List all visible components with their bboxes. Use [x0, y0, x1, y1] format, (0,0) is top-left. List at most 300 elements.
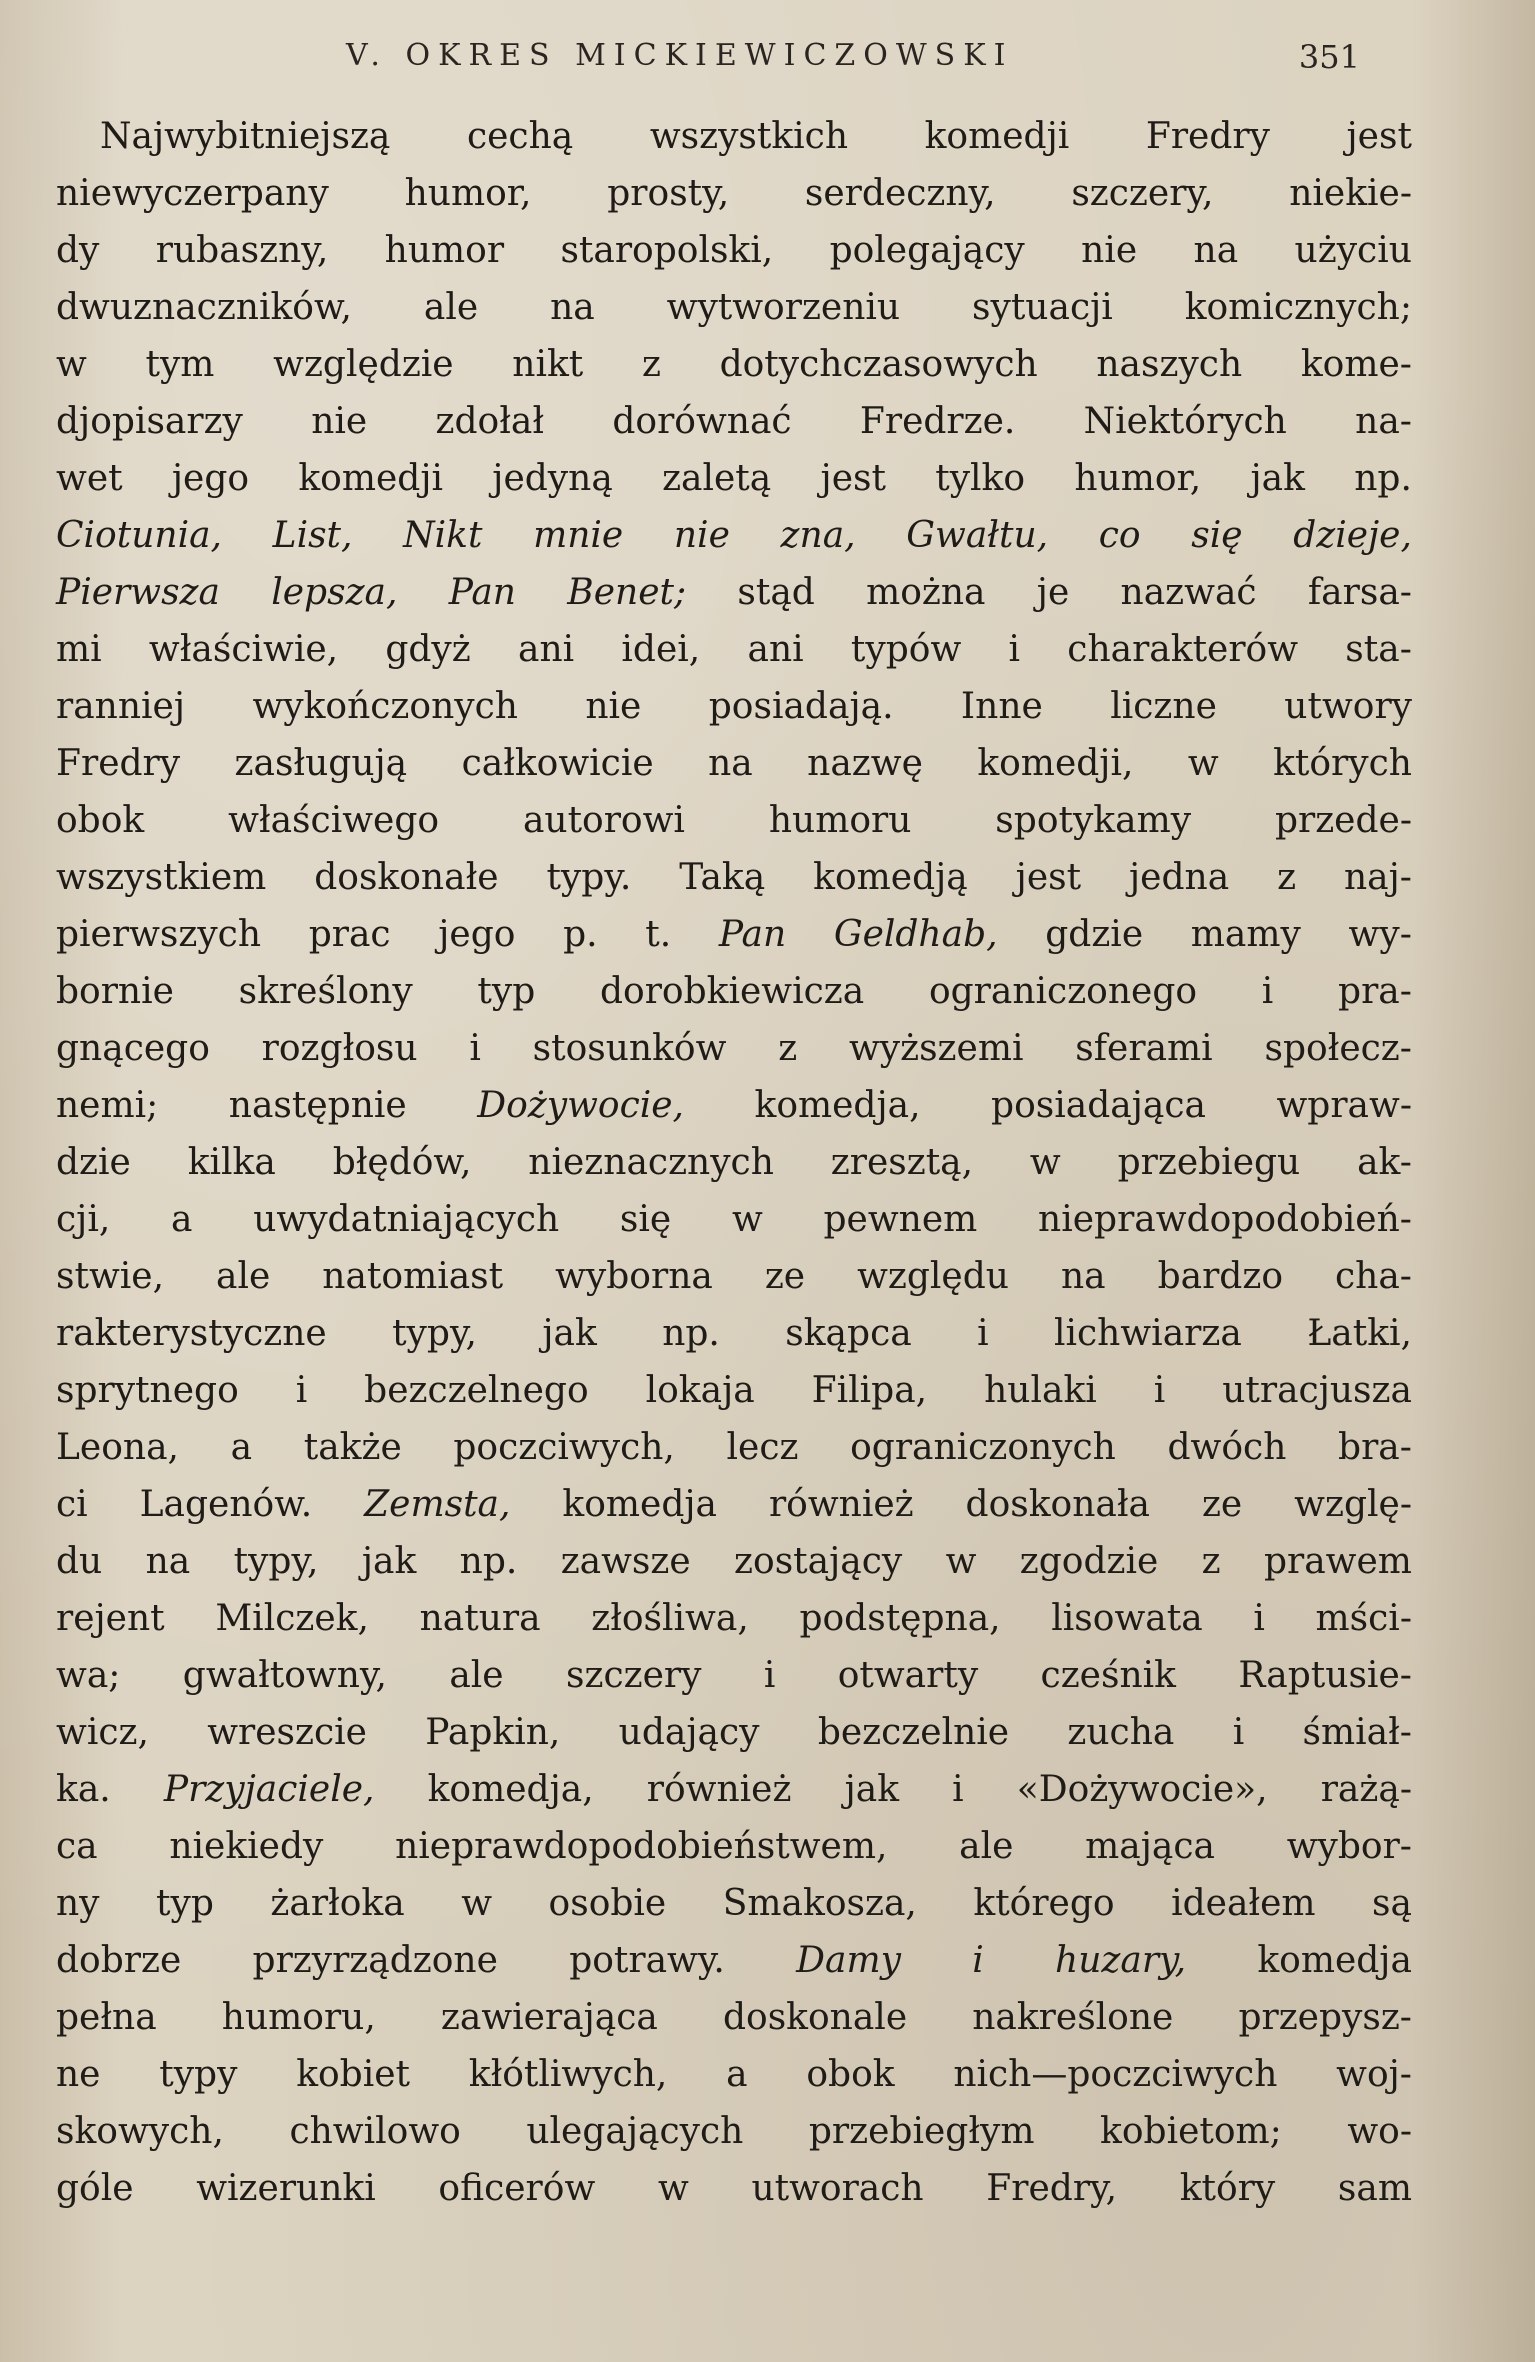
- word: komedji: [298, 458, 443, 499]
- word: sprytnego: [56, 1370, 239, 1411]
- word: mamy: [1190, 914, 1301, 955]
- text-line: [56, 678, 1412, 735]
- word: w: [657, 2168, 689, 2209]
- word: przepysz-: [1238, 1997, 1412, 2038]
- word: ranniej: [56, 686, 186, 727]
- word: np.: [1354, 458, 1412, 499]
- text-line: [56, 1305, 1412, 1362]
- page-number: 351: [1298, 38, 1360, 76]
- body-text: [56, 108, 1412, 2217]
- word: ulegających: [526, 2111, 744, 2152]
- word: natura: [419, 1598, 541, 1639]
- word: jest: [1015, 857, 1082, 898]
- text-line: [56, 1590, 1412, 1647]
- word: na: [708, 743, 753, 784]
- word: a: [230, 1427, 253, 1468]
- italic-word: Damy: [796, 1940, 901, 1981]
- text-line: [56, 1989, 1412, 2046]
- italic-word: Ciotunia,: [56, 515, 222, 556]
- word: są: [1372, 1883, 1412, 1924]
- word: Leona,: [56, 1427, 179, 1468]
- word: śmiał-: [1302, 1712, 1412, 1753]
- text-line: [56, 450, 1412, 507]
- word: ograniczonego: [928, 971, 1198, 1012]
- word: wpraw-: [1276, 1085, 1412, 1126]
- word: względu: [857, 1256, 1009, 1297]
- word: na: [550, 287, 595, 328]
- word: np.: [662, 1313, 720, 1354]
- italic-word: Geldhab,: [833, 914, 998, 955]
- word: typy: [159, 2054, 238, 2095]
- text-line: [56, 2160, 1412, 2217]
- word: ka.: [56, 1769, 111, 1810]
- italic-word: mnie: [533, 515, 624, 556]
- word: Fredry: [56, 743, 181, 784]
- word: gwałtowny,: [182, 1655, 387, 1696]
- word: typy,: [233, 1541, 319, 1582]
- word: bornie: [56, 971, 174, 1012]
- word: i: [1253, 1598, 1265, 1639]
- word: cechą: [466, 116, 574, 157]
- text-line: [56, 963, 1412, 1020]
- italic-word: co: [1098, 515, 1141, 556]
- word: Najwybitniejszą: [100, 116, 391, 157]
- word: nazwę: [807, 743, 923, 784]
- word: użyciu: [1294, 230, 1412, 271]
- word: całkowicie: [461, 743, 654, 784]
- text-line: [56, 621, 1412, 678]
- text-line: [56, 1419, 1412, 1476]
- word: Inne: [960, 686, 1043, 727]
- word: góle: [56, 2168, 134, 2209]
- word: ny: [56, 1883, 100, 1924]
- word: komedja: [1257, 1940, 1412, 1981]
- text-line: [56, 564, 1412, 621]
- word: Smakosza,: [722, 1883, 917, 1924]
- word: dwuznaczników,: [56, 287, 352, 328]
- word: Fredry,: [986, 2168, 1118, 2209]
- word: gdyż: [385, 629, 471, 670]
- text-line: [56, 507, 1412, 564]
- word: jedna: [1129, 857, 1230, 898]
- word: się: [619, 1199, 672, 1240]
- text-line: [56, 2046, 1412, 2103]
- text-line: [56, 1248, 1412, 1305]
- word: można: [866, 572, 986, 613]
- word: uwydatniających: [253, 1199, 560, 1240]
- word: zaletą: [662, 458, 772, 499]
- word: nie: [311, 401, 368, 442]
- word: komicznych;: [1184, 287, 1412, 328]
- word: typów: [850, 629, 962, 670]
- word: nie: [585, 686, 642, 727]
- word: posiadają.: [708, 686, 894, 727]
- word: woj-: [1336, 2054, 1412, 2095]
- word: lokaja: [645, 1370, 755, 1411]
- word: dwóch: [1167, 1427, 1287, 1468]
- word: nieprawdopodobieństwem,: [395, 1826, 888, 1867]
- word: komedja: [562, 1484, 717, 1525]
- word: pierwszych: [56, 914, 262, 955]
- word: ca: [56, 1826, 98, 1867]
- word: na: [1060, 1256, 1106, 1297]
- word: doskonale: [722, 1997, 908, 2038]
- word: których: [1273, 743, 1412, 784]
- word: pełna: [56, 1997, 157, 2038]
- word: stosunków: [532, 1028, 727, 1069]
- text-line: [56, 222, 1412, 279]
- word: jedyną: [492, 458, 613, 499]
- word: humoru: [768, 800, 912, 841]
- word: osobie: [548, 1883, 667, 1924]
- word: sta-: [1345, 629, 1412, 670]
- word: ne: [56, 2054, 101, 2095]
- word: wyższemi: [848, 1028, 1024, 1069]
- word: przede-: [1274, 800, 1412, 841]
- italic-word: się: [1191, 515, 1243, 556]
- word: obok: [806, 2054, 895, 2095]
- word: zresztą,: [830, 1142, 974, 1183]
- word: komedja,: [754, 1085, 921, 1126]
- word: cześnik: [1040, 1655, 1176, 1696]
- word: komedji: [924, 116, 1070, 157]
- italic-word: Przyjaciele,: [163, 1769, 375, 1810]
- word: również: [646, 1769, 792, 1810]
- word: nikt: [512, 344, 584, 385]
- word: tym: [145, 344, 215, 385]
- text-line: [56, 1020, 1412, 1077]
- word: cji,: [56, 1199, 111, 1240]
- word: właściwie,: [148, 629, 339, 670]
- word: skowych,: [56, 2111, 224, 2152]
- word: kome-: [1300, 344, 1412, 385]
- word: t.: [645, 914, 672, 955]
- word: komedji,: [977, 743, 1134, 784]
- word: jego: [438, 914, 516, 955]
- word: z: [641, 344, 661, 385]
- word: «Dożywocie»,: [1016, 1769, 1268, 1810]
- word: wybor-: [1286, 1826, 1412, 1867]
- word: staropolski,: [560, 230, 774, 271]
- word: w: [1187, 743, 1219, 784]
- word: idei,: [621, 629, 701, 670]
- word: ze: [764, 1256, 806, 1297]
- text-line: [56, 1875, 1412, 1932]
- word: rejent: [56, 1598, 165, 1639]
- word: błędów,: [332, 1142, 472, 1183]
- word: społecz-: [1264, 1028, 1412, 1069]
- word: p.: [563, 914, 598, 955]
- word: zawsze: [560, 1541, 691, 1582]
- word: na: [1193, 230, 1239, 271]
- word: nich—poczciwych: [953, 2054, 1278, 2095]
- word: humoru,: [221, 1997, 376, 2038]
- word: wa;: [56, 1655, 121, 1696]
- word: utworach: [751, 2168, 924, 2209]
- text-line: [56, 1191, 1412, 1248]
- word: Fredry: [1145, 116, 1270, 157]
- word: nemi;: [56, 1085, 159, 1126]
- word: i: [763, 1655, 776, 1696]
- word: w: [461, 1883, 493, 1924]
- word: w: [731, 1199, 763, 1240]
- text-line: [56, 1647, 1412, 1704]
- word: jego: [171, 458, 250, 499]
- chapter-title: V. OKRES MICKIEWICZOWSKI: [346, 38, 1014, 73]
- word: djopisarzy: [56, 401, 243, 442]
- word: zgodzie: [1019, 1541, 1159, 1582]
- word: wizerunki: [196, 2168, 376, 2209]
- word: nieprawdopodobień-: [1038, 1199, 1412, 1240]
- word: wo-: [1347, 2111, 1412, 2152]
- word: bra-: [1338, 1427, 1412, 1468]
- word: skreślony: [238, 971, 413, 1012]
- italic-word: i: [972, 1940, 984, 1981]
- word: ideałem: [1171, 1883, 1316, 1924]
- word: bezczelnie: [817, 1712, 1010, 1753]
- word: i: [1261, 971, 1274, 1012]
- text-line: [56, 1533, 1412, 1590]
- word: doskonałe: [314, 857, 499, 898]
- italic-word: Pan: [718, 914, 787, 955]
- word: wreszcie: [207, 1712, 367, 1753]
- word: przebiegłym: [808, 2111, 1035, 2152]
- word: rakterystyczne: [56, 1313, 327, 1354]
- word: chwilowo: [289, 2111, 461, 2152]
- word: pewnem: [823, 1199, 978, 1240]
- word: komedją: [813, 857, 968, 898]
- word: utracjusza: [1222, 1370, 1412, 1411]
- word: wyborna: [555, 1256, 713, 1297]
- italic-word: huzary,: [1055, 1940, 1187, 1981]
- word: wicz,: [56, 1712, 149, 1753]
- italic-word: Dożywocie,: [477, 1085, 684, 1126]
- word: sferami: [1075, 1028, 1213, 1069]
- word: spotykamy: [995, 800, 1192, 841]
- word: lecz: [726, 1427, 799, 1468]
- word: Fredrze.: [859, 401, 1016, 442]
- word: podstępna,: [799, 1598, 1001, 1639]
- italic-word: Nikt: [403, 515, 483, 556]
- word: zucha: [1067, 1712, 1175, 1753]
- italic-word: Pan: [448, 572, 516, 613]
- word: potrawy.: [569, 1940, 725, 1981]
- word: humor: [384, 230, 505, 271]
- word: natomiast: [322, 1256, 504, 1297]
- word: zdołał: [435, 401, 545, 442]
- word: zasługują: [234, 743, 408, 784]
- word: prawem: [1263, 1541, 1412, 1582]
- text-line: [56, 1476, 1412, 1533]
- word: i: [977, 1313, 989, 1354]
- word: jest: [820, 458, 886, 499]
- word: naszych: [1096, 344, 1243, 385]
- word: nie: [1081, 230, 1138, 271]
- word: dy: [56, 230, 100, 271]
- italic-word: List,: [272, 515, 353, 556]
- word: poczciwych,: [453, 1427, 675, 1468]
- word: autorowi: [522, 800, 685, 841]
- word: przyrządzone: [252, 1940, 498, 1981]
- word: Raptusie-: [1238, 1655, 1412, 1696]
- word: otwarty: [837, 1655, 979, 1696]
- word: stwie,: [56, 1256, 165, 1297]
- text-line: [56, 279, 1412, 336]
- running-head: [60, 38, 1360, 78]
- word: bezczelnego: [364, 1370, 589, 1411]
- word: obok: [56, 800, 145, 841]
- word: mająca: [1085, 1826, 1215, 1867]
- italic-word: Zemsta,: [364, 1484, 511, 1525]
- word: Lagenów.: [139, 1484, 313, 1525]
- word: nieznacznych: [528, 1142, 774, 1183]
- word: lisowata: [1051, 1598, 1203, 1639]
- word: naj-: [1344, 857, 1412, 898]
- word: następnie: [228, 1085, 407, 1126]
- word: wy-: [1348, 914, 1412, 955]
- word: typ: [156, 1883, 214, 1924]
- word: ak-: [1357, 1142, 1412, 1183]
- italic-word: lepsza,: [271, 572, 398, 613]
- italic-word: Gwałtu,: [906, 515, 1049, 556]
- word: i: [1008, 629, 1021, 670]
- word: rozgłosu: [261, 1028, 418, 1069]
- word: i: [952, 1769, 964, 1810]
- word: szczery: [566, 1655, 702, 1696]
- word: Niektórych: [1083, 401, 1287, 442]
- word: kobietom;: [1100, 2111, 1282, 2152]
- text-line: [56, 393, 1412, 450]
- word: doskonała: [965, 1484, 1151, 1525]
- word: jak: [361, 1541, 417, 1582]
- word: bardzo: [1157, 1256, 1283, 1297]
- word: z: [1277, 857, 1297, 898]
- word: dorobkiewicza: [600, 971, 865, 1012]
- word: Taką: [679, 857, 766, 898]
- text-line: [56, 165, 1412, 222]
- word: z: [778, 1028, 798, 1069]
- word: ze: [1201, 1484, 1243, 1525]
- text-line: [56, 1932, 1412, 1989]
- word: utwory: [1284, 686, 1412, 727]
- word: w: [56, 344, 87, 385]
- word: np.: [459, 1541, 518, 1582]
- word: wykończonych: [252, 686, 518, 727]
- word: Filipa,: [811, 1370, 928, 1411]
- word: Łatki,: [1307, 1313, 1412, 1354]
- word: na: [145, 1541, 191, 1582]
- word: Papkin,: [425, 1712, 561, 1753]
- word: także: [303, 1427, 402, 1468]
- word: wytworzeniu: [666, 287, 901, 328]
- word: jest: [1346, 116, 1412, 157]
- word: a: [726, 2054, 748, 2095]
- word: dorównać: [612, 401, 792, 442]
- word: ale: [216, 1256, 271, 1297]
- word: skąpca: [785, 1313, 912, 1354]
- word: sytuacji: [972, 287, 1113, 328]
- word: ani: [747, 629, 804, 670]
- word: cha-: [1334, 1256, 1412, 1297]
- word: i: [1153, 1370, 1166, 1411]
- word: humor,: [404, 173, 532, 214]
- word: kilka: [187, 1142, 276, 1183]
- word: ani: [518, 629, 575, 670]
- word: jak: [542, 1313, 597, 1354]
- word: farsa-: [1307, 572, 1412, 613]
- word: prac: [308, 914, 391, 955]
- word: rubaszny,: [155, 230, 329, 271]
- word: wszystkich: [649, 116, 849, 157]
- word: złośliwa,: [591, 1598, 749, 1639]
- text-line: [56, 1077, 1412, 1134]
- word: stąd: [737, 572, 815, 613]
- word: kłótliwych,: [468, 2054, 668, 2095]
- text-line: [56, 1134, 1412, 1191]
- word: kobiet: [296, 2054, 411, 2095]
- word: a: [171, 1199, 193, 1240]
- word: du: [56, 1541, 103, 1582]
- word: właściwego: [228, 800, 440, 841]
- word: liczne: [1110, 686, 1217, 727]
- text-line: [56, 1362, 1412, 1419]
- word: wszystkiem: [56, 857, 267, 898]
- text-line: [56, 735, 1412, 792]
- word: rażą-: [1320, 1769, 1412, 1810]
- word: typy,: [392, 1313, 477, 1354]
- word: charakterów: [1067, 629, 1299, 670]
- word: mi: [56, 629, 102, 670]
- word: niekie-: [1289, 173, 1412, 214]
- word: z: [1201, 1541, 1221, 1582]
- word: w: [945, 1541, 977, 1582]
- text-line: [56, 849, 1412, 906]
- word: niewyczerpany: [56, 173, 329, 214]
- word: ale: [959, 1826, 1014, 1867]
- word: jak: [844, 1769, 900, 1810]
- text-line: [56, 336, 1412, 393]
- word: gdzie: [1045, 914, 1144, 955]
- text-line: [56, 792, 1412, 849]
- word: lichwiarza: [1053, 1313, 1242, 1354]
- word: wzglę-: [1294, 1484, 1412, 1525]
- italic-word: dzieje,: [1293, 515, 1412, 556]
- text-line: [56, 906, 1412, 963]
- word: w: [1029, 1142, 1061, 1183]
- word: niekiedy: [169, 1826, 324, 1867]
- word: Milczek,: [215, 1598, 369, 1639]
- word: zawierająca: [440, 1997, 658, 2038]
- word: żarłoka: [270, 1883, 405, 1924]
- word: sam: [1337, 2168, 1412, 2209]
- word: pra-: [1338, 971, 1412, 1012]
- word: i: [295, 1370, 308, 1411]
- word: nazwać: [1120, 572, 1257, 613]
- word: posiadająca: [991, 1085, 1206, 1126]
- word: wet: [56, 458, 123, 499]
- word: ale: [423, 287, 479, 328]
- word: przebiegu: [1117, 1142, 1301, 1183]
- word: typy.: [546, 857, 632, 898]
- word: ograniczonych: [850, 1427, 1116, 1468]
- word: szczery,: [1071, 173, 1214, 214]
- word: zostający: [734, 1541, 903, 1582]
- word: tylko: [935, 458, 1026, 499]
- word: i: [1232, 1712, 1245, 1753]
- word: gnącego: [56, 1028, 210, 1069]
- word: jak: [1250, 458, 1305, 499]
- italic-word: nie: [673, 515, 730, 556]
